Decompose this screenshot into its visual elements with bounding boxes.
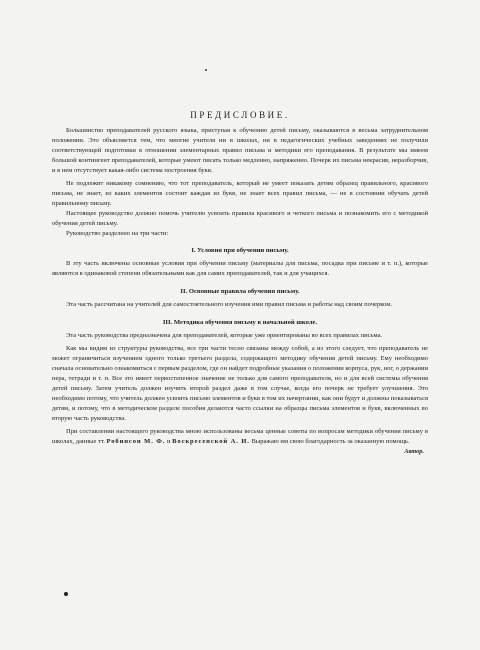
section-body-conditions: В эту часть включены основные условия при обучении письму (материалы для письма, посадка при письме и т. п.), которые являются в одинаковой степени обязательными как для самих преподавателей, так и для учащихся. [52,260,428,278]
acknowledgement-and: и [166,437,171,445]
paragraph-acknowledgement [52,427,428,447]
paragraph-structure-discussion: Как мы видим из структуры руководства, все три части тесно связаны между собой, а из этого следует, что преподаватель не может ограничиться изучением одного только третьего раздела, содержащего методику обучения детей письму. Ему необходимо сначала основательно ознакомиться с первым разделом, где он найдет подробные указания о положении корпуса, рук, ног, о держании пера, тетради и т. п. Все это имеет первостепенное значение не только для самого преподавателя, но и для всей системы обучения детей письму. Затем учитель должен изучить второй раздел даже в том случае, когда его почерк не требует улучшения. Это необходимо потому, что учитель должен усвоить письмо элементов и букв в том их начертании, как они будут и должны показываться детям, и потому, что в методическом разделе пособия делаются часто ссылки на образцы письма элементов и букв, включенных во вторую часть руководства. [52,345,428,422]
body-column [52,126,428,457]
section-heading-rules: II. Основные правила обучения письму. [180,288,300,296]
author-signature: Автор. [404,447,424,455]
acknowledgement-name-voskresenskaya: Воскресенской А. И. [172,437,250,445]
paragraph-purpose: Настоящее руководство должно помочь учителю усвоить правила красивого и четкого письма и познакомить его с методикой обучения детей письму. [52,209,428,227]
scan-speck [205,69,207,71]
acknowledgement-start: При составлении настоящего руководства мною использованы весьма ценные советы по вопросам методики обучения письму в школах, данные тт. [52,427,428,445]
acknowledgement-name-robinson: Робинсон М. Ф. [106,437,166,445]
section-heading-conditions: I. Условия при обучении письму. [191,247,289,255]
paragraph-intro: Большинство преподавателей русского языка, приступая к обучению детей письму, оказываются в весьма затруднительном положении. Это объясняется тем, что многие учителя ни в школах, ни в педагогических учебных заведениях не получили соответствующей подготовки в отношении элементарных правил письма и методики его преподавания. В результате мы имеем большой контингент преподавателей, которые умеют писать только медленно, напряженно. Почерк их письма некрасив, неразборчив, и в нем отсутствует какая-либо система построения букв. [52,127,428,174]
paragraph-teacher-requirement: Не подлежит никакому сомнению, что тот преподаватель, который не умеет показать детям образец правильного, красивого письма, не знает, из каких элементов состоит каждая из букв, не знает всех правил письма, — не в состоянии обучать детей правильному письму. [52,179,428,207]
section-body-methodology: Эта часть руководства предназначена для преподавателей, которые уже ориентированы во всех правилах письма. [66,332,383,340]
section-heading-methodology: III. Методика обучения письму в начальной школе. [162,319,318,327]
paragraph-structure: Руководство разделено на три части: [66,229,169,237]
scan-dot [64,592,68,596]
section-body-rules: Эта часть рассчитана на учителей для самостоятельного изучения ими правил письма и работы над своим почерком. [66,301,392,309]
page-title: ПРЕДИСЛОВИЕ. [190,110,290,120]
acknowledgement-end: Выражаю им свою благодарность за оказанную помощь. [251,437,410,445]
